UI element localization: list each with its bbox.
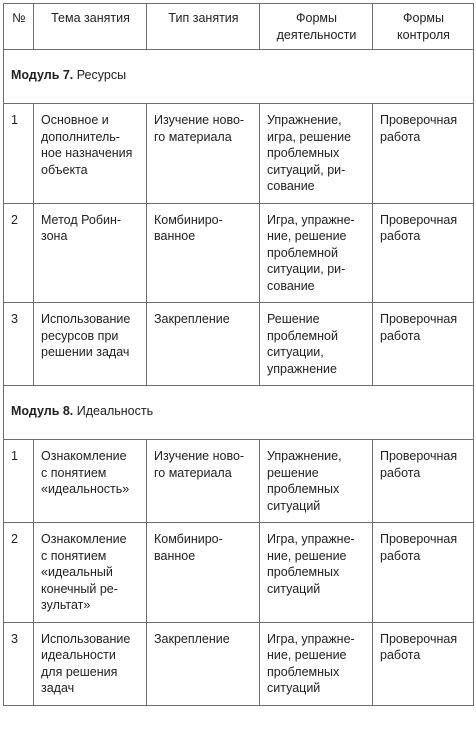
header-activity-forms: Формы деятельности — [260, 4, 373, 50]
cell-number: 1 — [4, 104, 34, 204]
cell-topic: Метод Робин- зона — [34, 203, 147, 303]
cell-activity-forms: Игра, упражне- ние, решение проблемных ситуаций — [260, 523, 373, 623]
cell-number: 2 — [4, 523, 34, 623]
module-heading — [4, 386, 474, 440]
header-type: Тип занятия — [147, 4, 260, 50]
cell-number: 3 — [4, 303, 34, 386]
cell-number: 3 — [4, 622, 34, 705]
cell-number: 2 — [4, 203, 34, 303]
cell-topic: Ознакомление с понятием «идеальность» — [34, 440, 147, 523]
cell-type: Комбиниро- ванное — [147, 523, 260, 623]
cell-topic: Использование идеальности для решения задач — [34, 622, 147, 705]
table-row — [4, 622, 474, 705]
table-row — [4, 203, 474, 303]
cell-topic: Ознакомление с понятием «идеальный конечный ре- зультат» — [34, 523, 147, 623]
cell-activity-forms: Игра, упражне- ние, решение проблемных ситуаций — [260, 622, 373, 705]
header-number: № — [4, 4, 34, 50]
cell-type: Изучение ново- го материала — [147, 440, 260, 523]
cell-control-forms: Проверочная работа — [373, 203, 474, 303]
cell-control-forms: Проверочная работа — [373, 523, 474, 623]
cell-type: Изучение ново- го материала — [147, 104, 260, 204]
table-row — [4, 104, 474, 204]
table-row — [4, 303, 474, 386]
module-title: Модуль 8. — [11, 404, 74, 418]
table-row — [4, 523, 474, 623]
module-row — [4, 50, 474, 104]
header-topic: Тема занятия — [34, 4, 147, 50]
module-row — [4, 386, 474, 440]
cell-activity-forms: Игра, упражне- ние, решение проблемной ситуации, ри- сование — [260, 203, 373, 303]
cell-type: Комбиниро- ванное — [147, 203, 260, 303]
cell-control-forms: Проверочная работа — [373, 622, 474, 705]
cell-topic: Использование ресурсов при решении задач — [34, 303, 147, 386]
cell-activity-forms: Упражнение, решение проблемных ситуаций — [260, 440, 373, 523]
cell-control-forms: Проверочная работа — [373, 303, 474, 386]
cell-control-forms: Проверочная работа — [373, 440, 474, 523]
cell-number: 1 — [4, 440, 34, 523]
lesson-plan-table — [3, 3, 474, 706]
cell-control-forms: Проверочная работа — [373, 104, 474, 204]
cell-activity-forms: Решение проблемной ситуации, упражнение — [260, 303, 373, 386]
table-row — [4, 440, 474, 523]
cell-topic: Основное и дополнитель- ное назначения объекта — [34, 104, 147, 204]
cell-type: Закрепление — [147, 303, 260, 386]
module-subtitle: Ресурсы — [76, 68, 127, 82]
module-subtitle: Идеальность — [76, 404, 154, 418]
module-title: Модуль 7. — [11, 68, 74, 82]
cell-type: Закрепление — [147, 622, 260, 705]
module-heading — [4, 50, 474, 104]
header-control-forms: Формы контроля — [373, 4, 474, 50]
cell-activity-forms: Упражнение, игра, решение проблемных ситуаций, ри- сование — [260, 104, 373, 204]
header-row — [4, 4, 474, 50]
